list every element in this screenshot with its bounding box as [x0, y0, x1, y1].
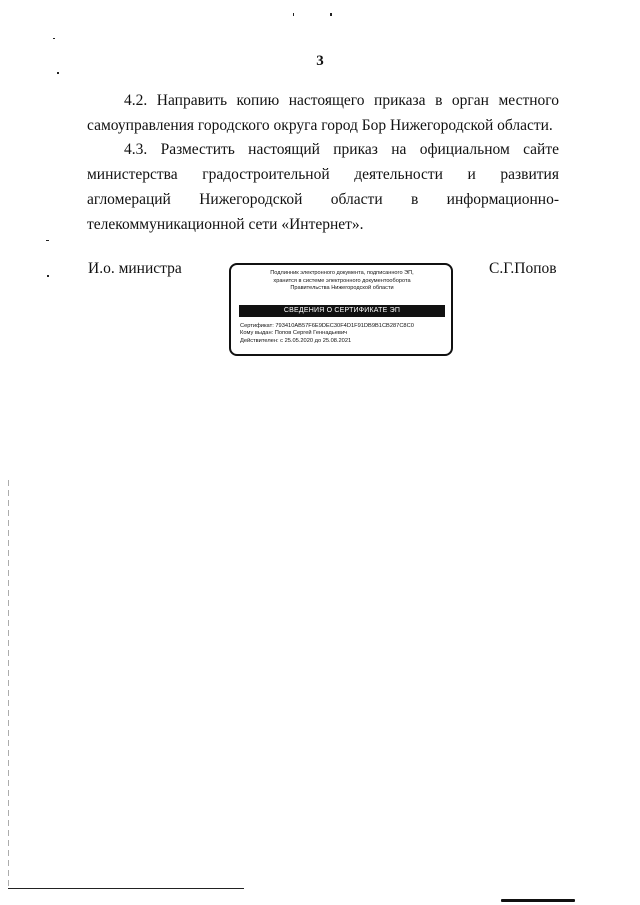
scan-speck — [330, 13, 332, 16]
issued-to-value: Попов Сергей Геннадьевич — [274, 330, 348, 337]
scan-speck — [293, 13, 294, 16]
stamp-header-line-3: Правительства Нижегородской области — [290, 285, 394, 292]
scan-speck — [46, 240, 49, 241]
scan-edge-artifact — [8, 480, 9, 890]
issued-to-label: Кому выдан: — [240, 330, 274, 337]
stamp-header-line-1: Подлинник электронного документа, подписанного ЭП, — [270, 270, 414, 276]
paragraph-4-3: 4.3. Разместить настоящий приказ на официальном сайте министерства градостроительной деятельности и развития агломераций Нижегородской области в информационно-телекоммуникационной сети «Интернет». — [87, 141, 559, 233]
stamp-header — [235, 270, 449, 293]
valid-value: с 25.05.2020 до 25.08.2021 — [280, 337, 352, 344]
scan-speck — [53, 38, 55, 39]
bottom-rule — [8, 888, 244, 889]
valid-label: Действителен: — [240, 337, 279, 344]
valid-row — [240, 338, 450, 345]
scan-speck — [57, 72, 59, 74]
scan-speck — [47, 275, 49, 277]
signer-title: И.о. министра — [88, 260, 182, 277]
signer-name: С.Г.Попов — [489, 260, 557, 277]
certificate-label: Сертификат: — [240, 323, 274, 329]
certificate-value: 793410AB57F6E9DEC30F4D1F91DB9B1CB287C8C0 — [275, 323, 414, 329]
stamp-details — [240, 323, 450, 345]
issued-to-row — [240, 330, 450, 337]
electronic-signature-stamp — [229, 263, 453, 356]
page-number: 3 — [316, 53, 324, 69]
bottom-right-mark — [501, 899, 575, 902]
stamp-header-line-2: хранится в системе электронного документооборота — [273, 277, 411, 284]
paragraph-4-2: 4.2. Направить копию настоящего приказа в орган местного самоуправления городского округа город Бор Нижегородской области. — [87, 92, 559, 134]
stamp-banner: СВЕДЕНИЯ О СЕРТИФИКАТЕ ЭП — [239, 305, 445, 317]
